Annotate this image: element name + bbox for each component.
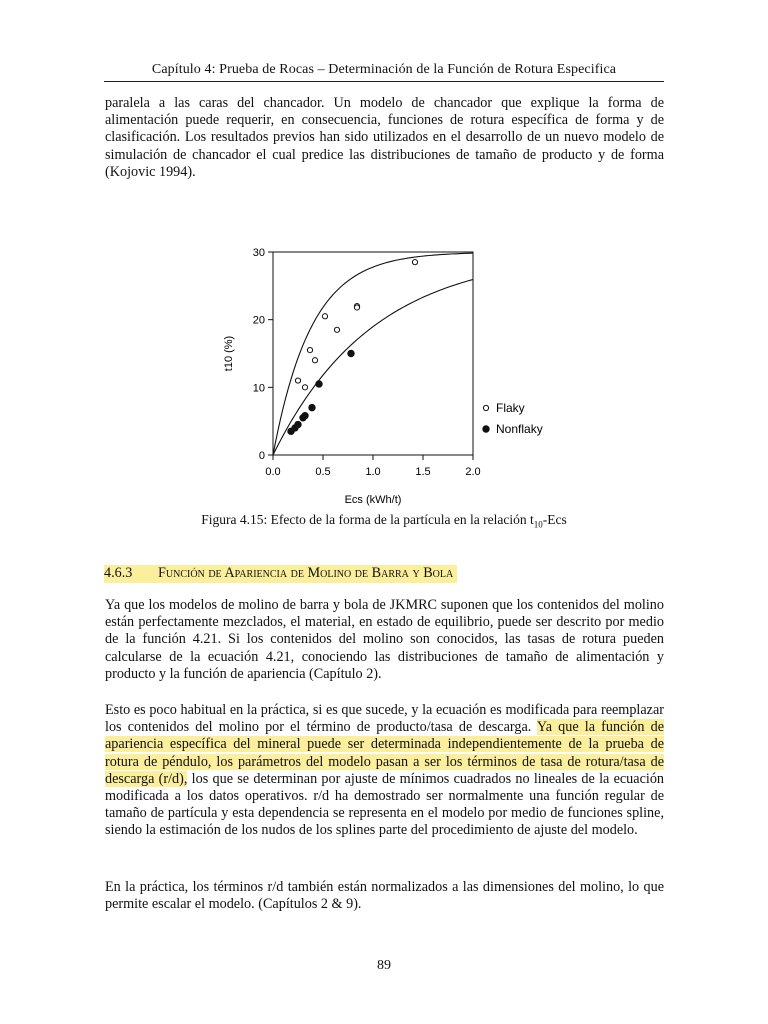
paragraph-rd-part-a: Esto es poco habitual en la práctica, si es que sucede, y la ecuación es modificada para reemplazar los contenidos del molino por el término de producto/tasa de descarga. [105,702,664,736]
data-point-nonflaky [309,404,315,410]
x-tick-label: 0.0 [265,466,281,478]
data-point-nonflaky [348,350,354,356]
legend-label-nonflaky: Nonflaky [496,422,543,436]
y-tick-label: 0 [258,450,265,462]
y-tick-label: 10 [252,382,265,395]
data-point-nonflaky [316,381,322,387]
data-point-flaky [307,348,312,353]
data-point-flaky [322,314,327,319]
figure-caption [104,512,664,530]
data-point-flaky [354,305,359,310]
paragraph-crusher-model: paralela a las caras del chancador. Un modelo de chancador que explique la forma de alimentación puede requerir, en consecuencia, funciones de rotura específica de forma y de clasificación. Los resultados previos han sido utilizados en el desarrollo de un nuevo modelo de simulación de chancador el cual predice las distribuciones de tamaño de producto y de forma (Kojovic 1994). [105,95,664,180]
section-heading [104,565,457,583]
paragraph-rd-terms [105,702,664,840]
caption-prefix: Figura 4.15: Efecto de la forma de la partícula en la relación t [201,512,534,527]
legend-marker-nonflaky [483,426,489,432]
x-tick-label: 1.0 [365,466,381,478]
page-number: 89 [377,958,391,973]
x-tick-label: 1.5 [415,466,431,478]
data-point-flaky [312,358,317,363]
header-rule [104,81,664,82]
legend-label-flaky: Flaky [496,401,525,415]
t10-ecs-chart [218,240,558,510]
data-point-flaky [412,260,417,265]
data-point-nonflaky [302,413,308,419]
paragraph-jkmrc-models: Ya que los modelos de molino de barra y bola de JKMRC suponen que los contenidos del molino están perfectamente mezclados, el material, en estado de equilibrio, puede ser descrito por medio de la función 4.21. Si los contenidos del molino son conocidos, las tasas de rotura pueden calcularse de la ecuación 4.21, conociendo las distribuciones de tamaño de alimentación y producto y la función de apariencia (Capítulo 2). [105,597,664,682]
y-tick-label: 30 [252,247,265,259]
data-point-flaky [302,385,307,390]
paragraph-normalization: En la práctica, los términos r/d también están normalizados a las dimensiones del molino, lo que permite escalar el modelo. (Capítulos 2 & 9). [105,879,664,913]
caption-subscript: 10 [533,519,543,530]
data-point-flaky [334,327,339,332]
y-axis-label: t10 (%) [223,335,235,372]
section-number: 4.6.3 [104,565,133,581]
section-title: Función de Apariencia de Molino de Barra y Bola [158,565,454,581]
fit-curve-flaky [273,253,473,455]
x-tick-label: 2.0 [465,466,481,478]
x-tick-label: 0.5 [315,466,331,478]
legend-marker-flaky [483,405,488,410]
highlighted-text: Ya que la función de apariencia específica del mineral puede ser determinada independientemente de la prueba de rotura de péndulo, los parámetros del modelo pasan a ser los términos de tasa de rotura/tasa de descarga (r/d), [105,719,664,787]
data-point-nonflaky [295,421,301,427]
plot-frame [273,252,473,455]
figure-4-15 [218,240,558,510]
data-point-flaky [295,378,300,383]
running-header: Capítulo 4: Prueba de Rocas – Determinación de la Función de Rotura Especifica [151,62,617,77]
caption-suffix: -Ecs [542,512,567,527]
paragraph-rd-part-c: los que se determinan por ajuste de mínimos cuadrados no lineales de la ecuación modificada a los datos operativos. r/d ha demostrado ser normalmente una función regular de tamaño de partícula y esta dependencia se representa en el modelo por medio de funciones spline, siendo la estimación de los nudos de los splines parte del procedimiento de ajuste del modelo. [105,770,665,839]
x-axis-label: Ecs (kWh/t) [344,494,402,506]
y-tick-label: 20 [252,314,265,327]
fit-curve-nonflaky [273,279,473,455]
